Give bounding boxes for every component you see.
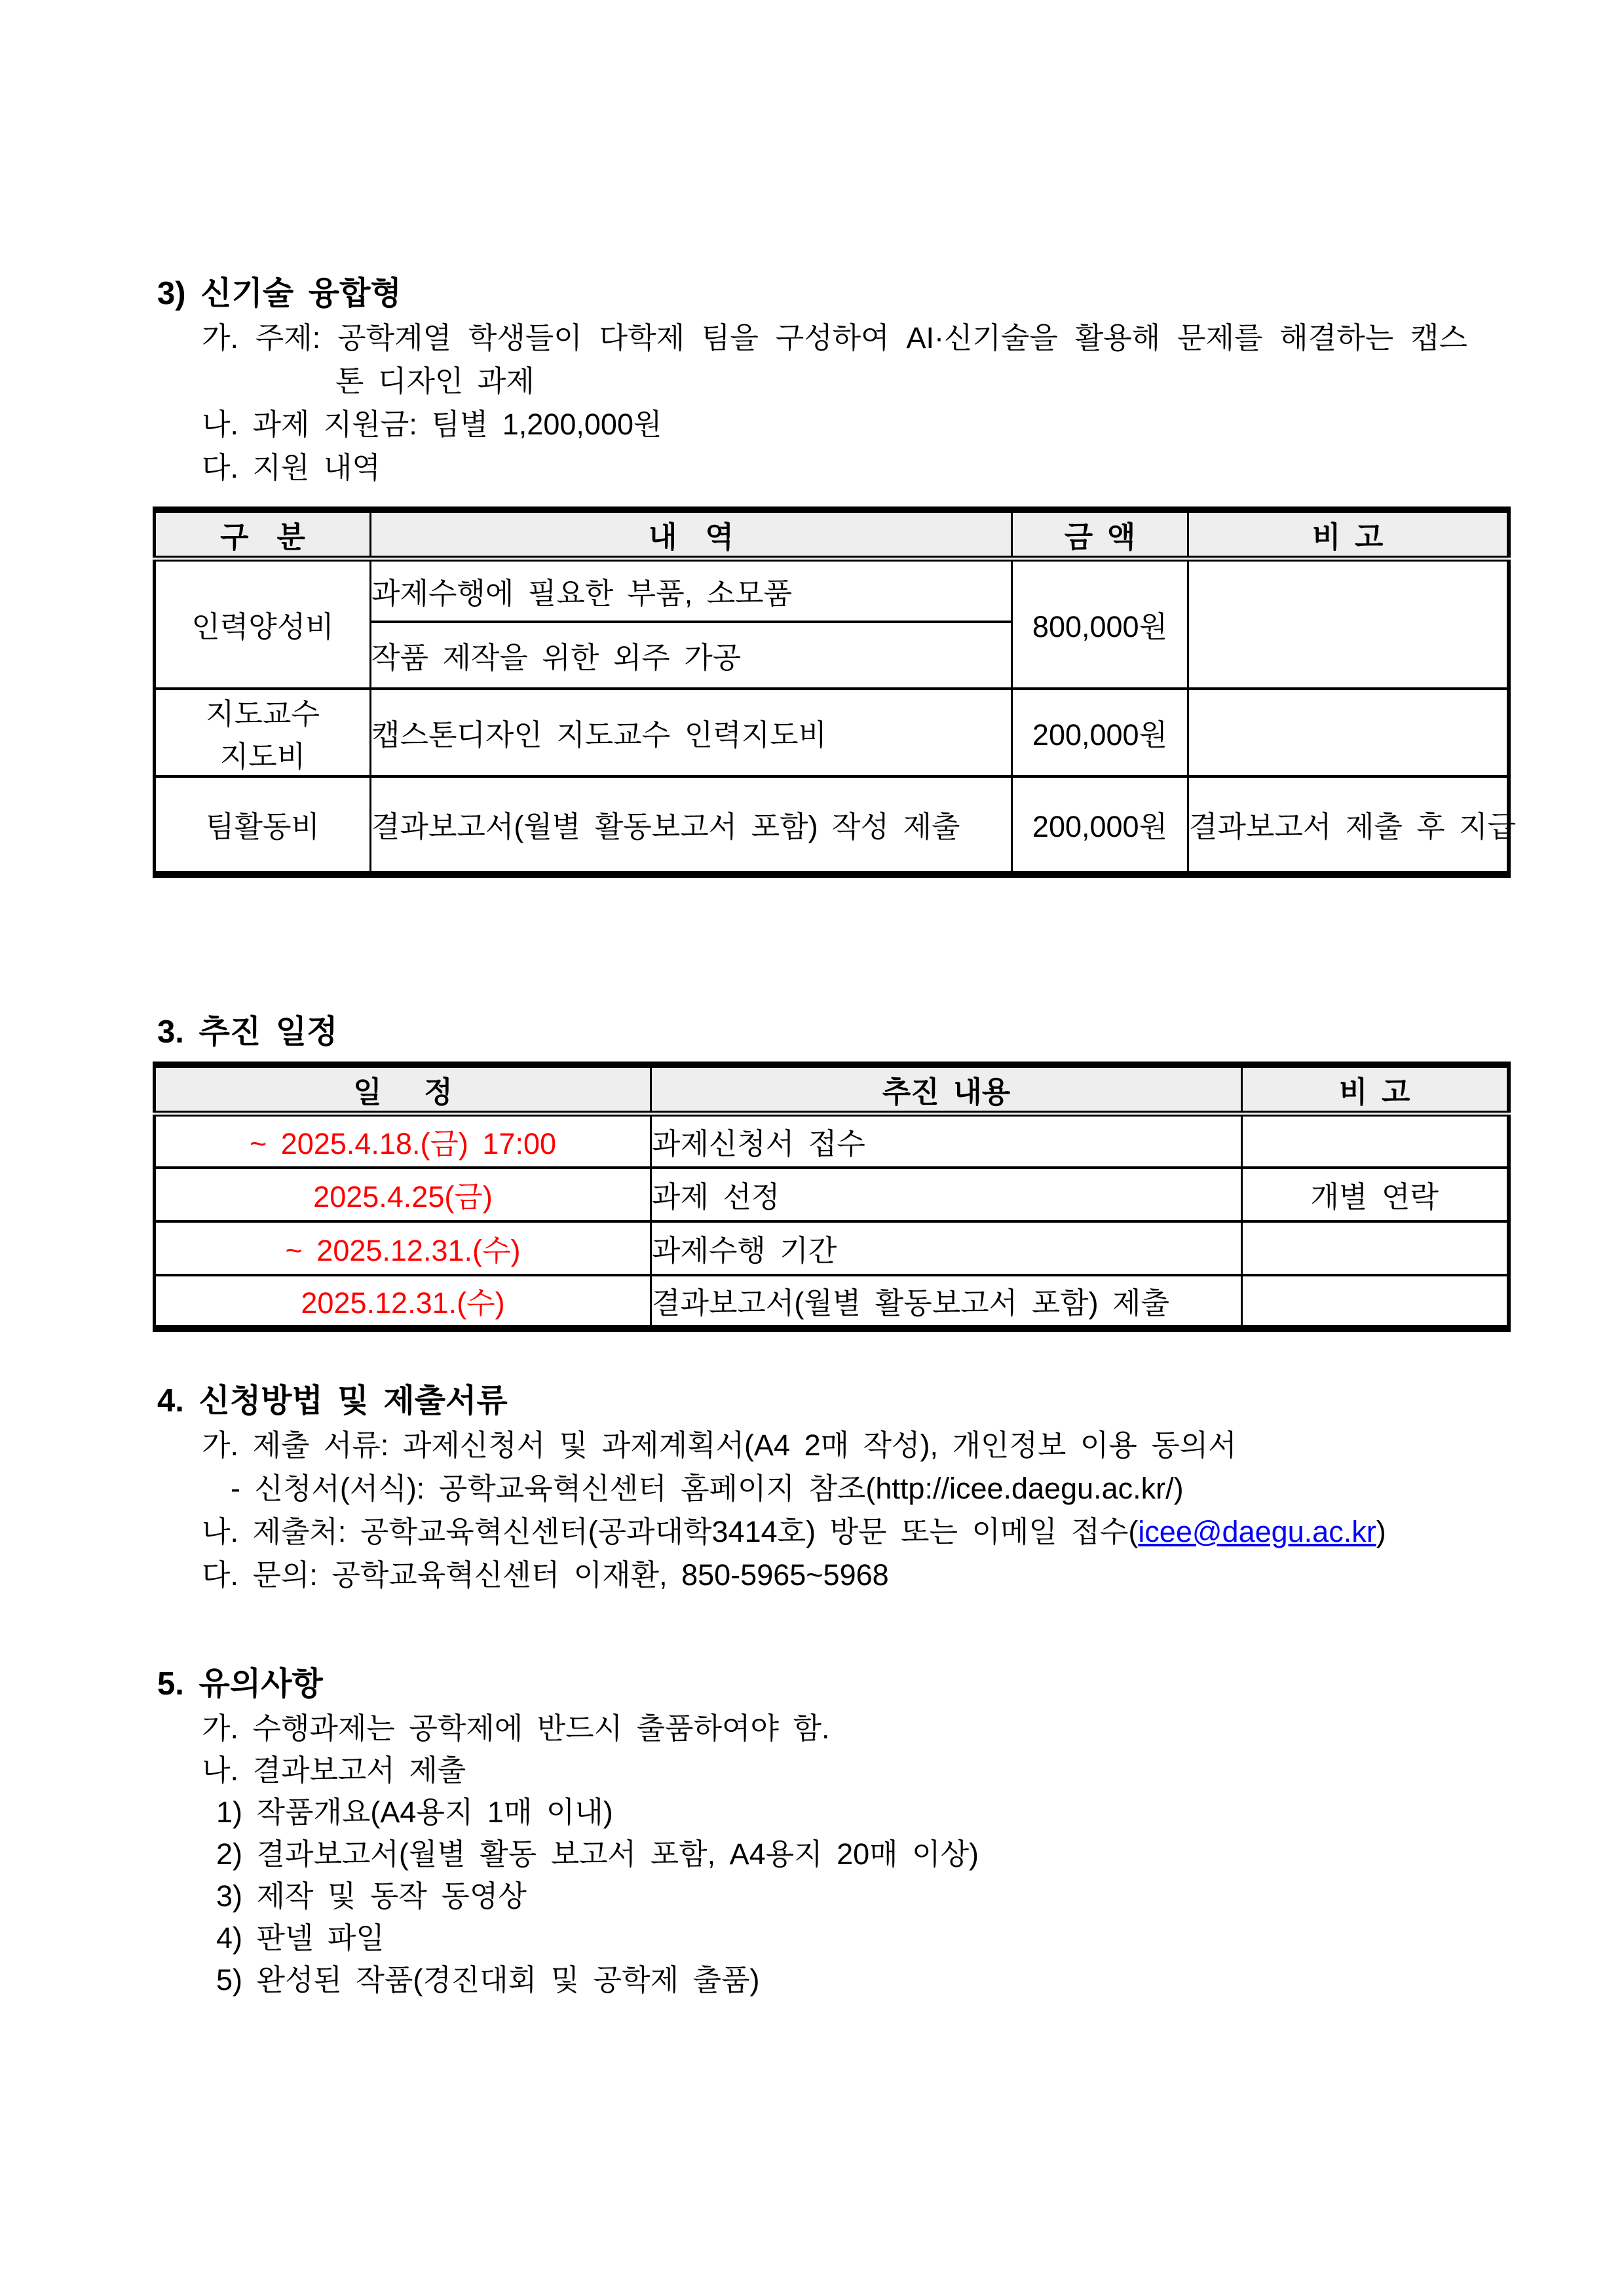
section-heading-notes: 5. 유의사항	[157, 1666, 323, 1702]
item-da-contact: 다. 문의: 공학교육혁신센터 이재환, 850-5965~5968	[202, 1558, 889, 1592]
email-link[interactable]: icee@daegu.ac.kr	[1138, 1515, 1376, 1548]
item-ga-topic-line1: 가. 주제: 공학계열 학생들이 다학제 팀을 구성하여 AI·신기술을 활용해 문제를 해결하는 캡스	[202, 321, 1467, 354]
label-jido-line1: 지도교수	[206, 697, 320, 731]
subsection-heading-new-tech: 3) 신기술 융합형	[157, 276, 402, 311]
col-header-date: 일 정	[155, 1065, 651, 1114]
table-row	[155, 1114, 1509, 1168]
col-header-geumaek: 금 액	[1012, 510, 1188, 559]
item-dash-form: - 신청서(서식): 공학교육혁신센터 홈페이지 참조(http://icee.daegu.ac.kr/)	[231, 1472, 1184, 1505]
item-ga-exhibit: 가. 수행과제는 공학제에 반드시 출품하여야 함.	[202, 1712, 830, 1745]
cell-note-empty	[1242, 1114, 1509, 1168]
col-header-naeyeok: 내 역	[371, 510, 1012, 559]
list-item-video: 3) 제작 및 동작 동영상	[216, 1879, 527, 1913]
schedule-table	[153, 1062, 1511, 1332]
cell-content-execution: 과제수행 기간	[651, 1221, 1242, 1275]
label-jido-line2: 지도비	[219, 739, 306, 773]
table-row	[155, 1168, 1509, 1221]
cell-amount-800000: 800,000원	[1012, 559, 1188, 689]
cell-date-execution: ~ 2025.12.31.(수)	[155, 1221, 651, 1275]
table-row	[155, 559, 1509, 622]
col-header-note: 비 고	[1242, 1065, 1509, 1114]
schedule-table-header-row	[155, 1065, 1509, 1114]
cell-note-individual-contact: 개별 연락	[1242, 1168, 1509, 1221]
list-item-overview: 1) 작품개요(A4용지 1매 이내)	[216, 1795, 613, 1829]
list-item-final-work: 5) 완성된 작품(경진대회 및 공학제 출품)	[216, 1963, 760, 1997]
cell-date-final-report: 2025.12.31.(수)	[155, 1275, 651, 1329]
cell-note-empty	[1242, 1221, 1509, 1275]
support-table	[153, 507, 1517, 878]
col-header-bigo: 비 고	[1188, 510, 1509, 559]
cell-label-inryeok: 인력양성비	[155, 559, 371, 689]
cell-item-outsourcing: 작품 제작을 위한 외주 가공	[371, 622, 1012, 689]
item-na-grant: 나. 과제 지원금: 팀별 1,200,000원	[202, 408, 662, 441]
item-na-report-submit: 나. 결과보고서 제출	[202, 1753, 466, 1787]
item-ga-topic-line2: 톤 디자인 과제	[335, 364, 535, 398]
submission-text-suffix: )	[1376, 1515, 1386, 1548]
cell-date-apply-deadline: ~ 2025.4.18.(금) 17:00	[155, 1114, 651, 1168]
cell-note-empty	[1188, 559, 1509, 689]
table-row	[155, 776, 1509, 875]
cell-amount-200000-a: 200,000원	[1012, 689, 1188, 776]
section-heading-schedule: 3. 추진 일정	[157, 1014, 338, 1050]
cell-item-report: 결과보고서(월별 활동보고서 포함) 작성 제출	[371, 776, 1012, 875]
cell-note-empty	[1188, 689, 1509, 776]
cell-label-jido	[155, 689, 371, 776]
item-na-submission	[202, 1514, 1386, 1550]
cell-note-empty	[1242, 1275, 1509, 1329]
col-header-content: 추진 내용	[651, 1065, 1242, 1114]
cell-content-final-report: 결과보고서(월별 활동보고서 포함) 제출	[651, 1275, 1242, 1329]
col-header-gubun: 구 분	[155, 510, 371, 559]
cell-item-capstone-guidance: 캡스톤디자인 지도교수 인력지도비	[371, 689, 1012, 776]
cell-note-payment: 결과보고서 제출 후 지급	[1188, 776, 1509, 875]
list-item-panel: 4) 판넬 파일	[216, 1921, 385, 1955]
cell-item-parts: 과제수행에 필요한 부품, 소모품	[371, 559, 1012, 622]
cell-label-team: 팀활동비	[155, 776, 371, 875]
item-da-support: 다. 지원 내역	[202, 451, 381, 484]
cell-amount-200000-b: 200,000원	[1012, 776, 1188, 875]
submission-text-prefix: 나. 제출처: 공학교육혁신센터(공과대학3414호) 방문 또는 이메일 접수(	[202, 1515, 1139, 1548]
table-row	[155, 1275, 1509, 1329]
section-heading-application: 4. 신청방법 및 제출서류	[157, 1383, 508, 1419]
list-item-report: 2) 결과보고서(월별 활동 보고서 포함, A4용지 20매 이상)	[216, 1837, 979, 1871]
cell-date-selection: 2025.4.25(금)	[155, 1168, 651, 1221]
item-ga-documents: 가. 제출 서류: 과제신청서 및 과제계획서(A4 2매 작성), 개인정보 이용 동의서	[202, 1428, 1237, 1462]
table-row	[155, 1221, 1509, 1275]
support-table-header-row	[155, 510, 1509, 559]
cell-content-selection: 과제 선정	[651, 1168, 1242, 1221]
table-row	[155, 689, 1509, 776]
cell-content-application: 과제신청서 접수	[651, 1114, 1242, 1168]
